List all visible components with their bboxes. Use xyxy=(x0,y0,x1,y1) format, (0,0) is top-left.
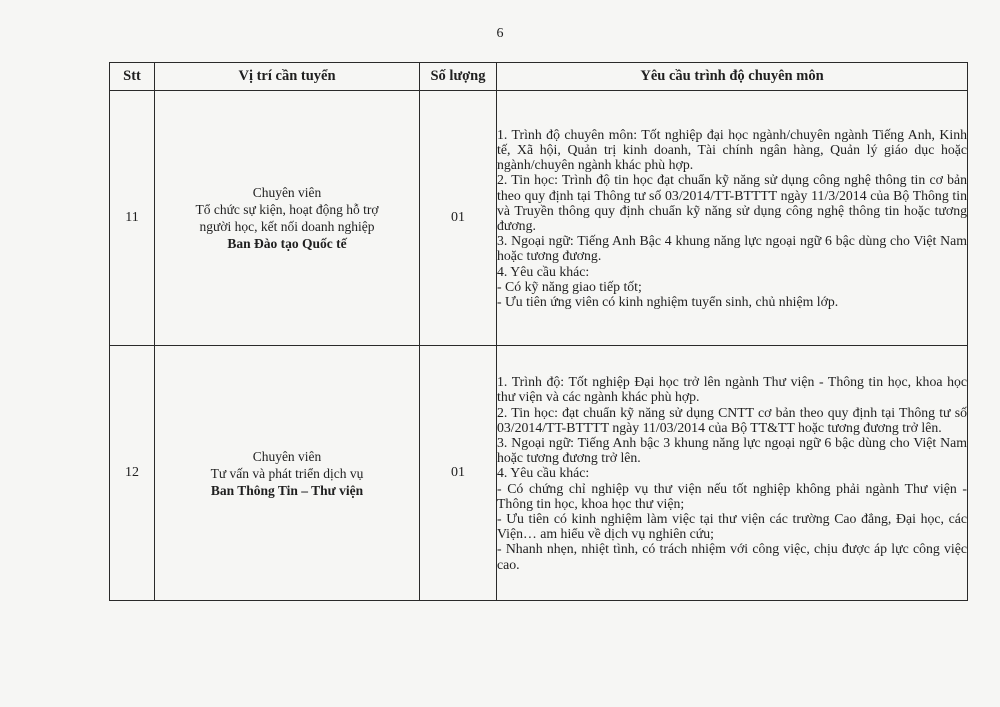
row-position xyxy=(155,346,420,601)
position-duty-line: Tư vấn và phát triển dịch vụ xyxy=(210,465,364,481)
row-position xyxy=(155,91,420,346)
header-requirements: Yêu cầu trình độ chuyên môn xyxy=(497,63,968,91)
requirement-line: 4. Yêu cầu khác: xyxy=(497,263,590,279)
table-row xyxy=(110,346,968,601)
position-unit: Ban Đào tạo Quốc tế xyxy=(227,236,347,251)
row-requirements xyxy=(497,346,968,601)
requirement-line: 1. Trình độ: Tốt nghiệp Đại học trở lên ngành Thư viện - Thông tin học, khoa học thư viện và các ngành khác phù hợp. xyxy=(497,374,967,405)
requirement-line: - Ưu tiên có kinh nghiệm làm việc tại thư viện các trường Cao đẳng, Đại học, các Viện… am hiểu về dịch vụ nghiên cứu; xyxy=(497,511,967,542)
requirement-line: 3. Ngoại ngữ: Tiếng Anh bậc 3 khung năng lực ngoại ngữ 6 bậc dùng cho Việt Nam hoặc tương đương trở lên. xyxy=(497,434,967,466)
requirement-line: - Ưu tiên ứng viên có kinh nghiệm tuyển sinh, chủ nhiệm lớp. xyxy=(497,294,839,310)
position-unit: Ban Thông Tin – Thư viện xyxy=(210,482,364,498)
requirement-line: 2. Tin học: đạt chuẩn kỹ năng sử dụng CNTT cơ bản theo quy định tại Thông tư số 03/2014/TT-BTTTT ngày 11/03/2014 của Bộ TT&TT hoặc tương đương trở lên. xyxy=(497,404,967,435)
header-quantity: Số lượng xyxy=(420,63,497,91)
row-quantity: 01 xyxy=(420,91,497,346)
row-stt: 11 xyxy=(110,91,155,346)
requirement-line: 3. Ngoại ngữ: Tiếng Anh Bậc 4 khung năng lực ngoại ngữ 6 bậc dùng cho Việt Nam hoặc tương đương. xyxy=(497,233,967,264)
header-position: Vị trí cần tuyển xyxy=(155,63,420,91)
requirement-line: 4. Yêu cầu khác: xyxy=(497,465,590,481)
position-title: Chuyên viên xyxy=(252,185,322,200)
requirement-line: 2. Tin học: Trình độ tin học đạt chuẩn kỹ năng sử dụng công nghệ thông tin cơ bản theo quy định tại Thông tư số 03/2014/TT-BTTTT ngày 11/3/2014 của Bộ Thông tin và Truyền thông quy định chuẩn kỹ năng sử dụng công nghệ thông tin hoặc tương đương. xyxy=(497,172,967,233)
recruitment-table xyxy=(109,62,968,601)
row-quantity: 01 xyxy=(420,346,497,601)
page-number: 6 xyxy=(496,26,504,41)
table-header-row xyxy=(110,63,968,91)
header-stt: Stt xyxy=(110,63,155,91)
row-requirements xyxy=(497,91,968,346)
position-duty-line: người học, kết nối doanh nghiệp xyxy=(199,219,375,234)
requirement-line: 1. Trình độ chuyên môn: Tốt nghiệp đại học ngành/chuyên ngành Tiếng Anh, Kinh tế, Xã hội, Quản trị kinh doanh, Tài chính ngân hàng, Quản lý giáo dục hoặc ngành/chuyên ngành khác phù hợp. xyxy=(497,126,967,173)
position-duty-line: Tổ chức sự kiện, hoạt động hỗ trợ xyxy=(195,202,379,217)
requirement-line: - Nhanh nhẹn, nhiệt tình, có trách nhiệm với công việc, chịu được áp lực công việc cao. xyxy=(497,541,967,572)
row-stt: 12 xyxy=(110,346,155,601)
table-row xyxy=(110,91,968,346)
position-title: Chuyên viên xyxy=(252,448,322,464)
requirement-line: - Có kỹ năng giao tiếp tốt; xyxy=(497,278,642,294)
requirement-line: - Có chứng chỉ nghiệp vụ thư viện nếu tốt nghiệp không phải ngành Thư viện - Thông tin học, khoa học thư viện; xyxy=(497,480,967,511)
